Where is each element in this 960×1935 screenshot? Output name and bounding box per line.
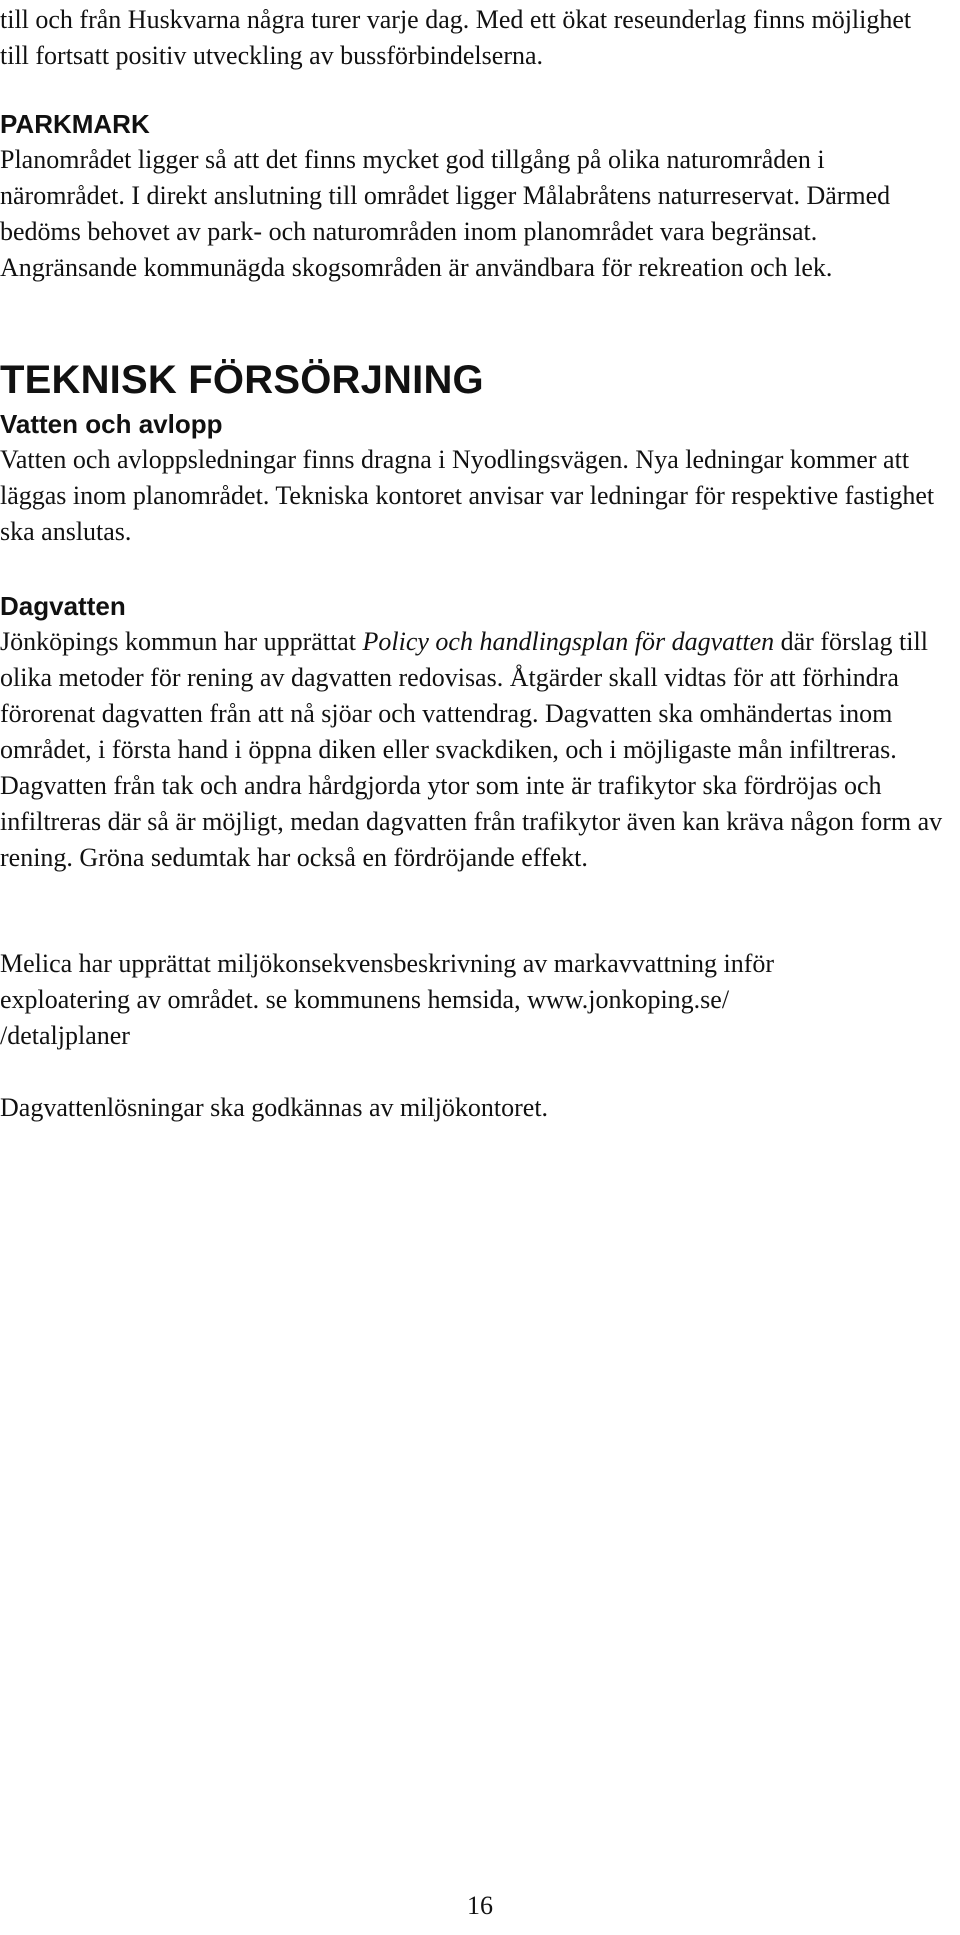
melica-line-1: Melica har upprättat miljökonsekvensbeskrivning av markavvattning inför: [0, 949, 775, 978]
intro-paragraph: till och från Huskvarna några turer varje dag. Med ett ökat reseunderlag finns möjlighet till fortsatt positiv utveckling av bussförbindelserna.: [0, 5, 912, 70]
section-heading-parkmark: PARKMARK: [0, 109, 150, 139]
melica-line-2: exploatering av området. se kommunens hemsida, www.jonkoping.se/: [0, 985, 730, 1014]
subheading-vatten-och-avlopp: Vatten och avlopp: [0, 409, 223, 439]
approval-paragraph: Dagvattenlösningar ska godkännas av miljökontoret.: [0, 1093, 549, 1122]
section-heading-teknisk-forsorjning: TEKNISK FÖRSÖRJNING: [0, 358, 484, 402]
dagvatten-text-rest: där förslag till olika metoder för rening av dagvatten redovisas. Åtgärder skall vidtas för att förhindra förorenat dagvatten från att nå sjöar och vattendrag. Dagvatten ska omhändertas inom området, i första hand i öppna diken eller svackdiken, och i möjligaste mån infiltreras. Dagvatten från tak och andra hårdgjorda ytor som inte är trafikytor ska fördröjas och infiltreras där så är möjligt, medan dagvatten från trafikytor även kan kräva någon form av rening. Gröna sedumtak har också en fördröjande effekt.: [0, 627, 943, 872]
melica-line-3: /detaljplaner: [0, 1021, 130, 1050]
dagvatten-text-start: Jönköpings kommun har upprättat: [0, 627, 363, 656]
page-number: 16: [467, 1891, 493, 1920]
policy-title: Policy och handlingsplan för dagvatten: [362, 627, 775, 656]
parkmark-paragraph: Planområdet ligger så att det finns mycket god tillgång på olika naturområden i närområdet. I direkt anslutning till området ligger Målabråtens naturreservat. Därmed bedöms behovet av park- och naturområden inom planområdet vara begränsat. Angränsande kommunägda skogsområden är användbara för rekreation och lek.: [0, 145, 891, 282]
vatten-paragraph: Vatten och avloppsledningar finns dragna i Nyodlingsvägen. Nya ledningar kommer att läggas inom planområdet. Tekniska kontoret anvisar var ledningar för respektive fastighet ska anslutas.: [0, 445, 935, 546]
subheading-dagvatten: Dagvatten: [0, 591, 126, 621]
dagvatten-paragraph: [0, 624, 945, 876]
